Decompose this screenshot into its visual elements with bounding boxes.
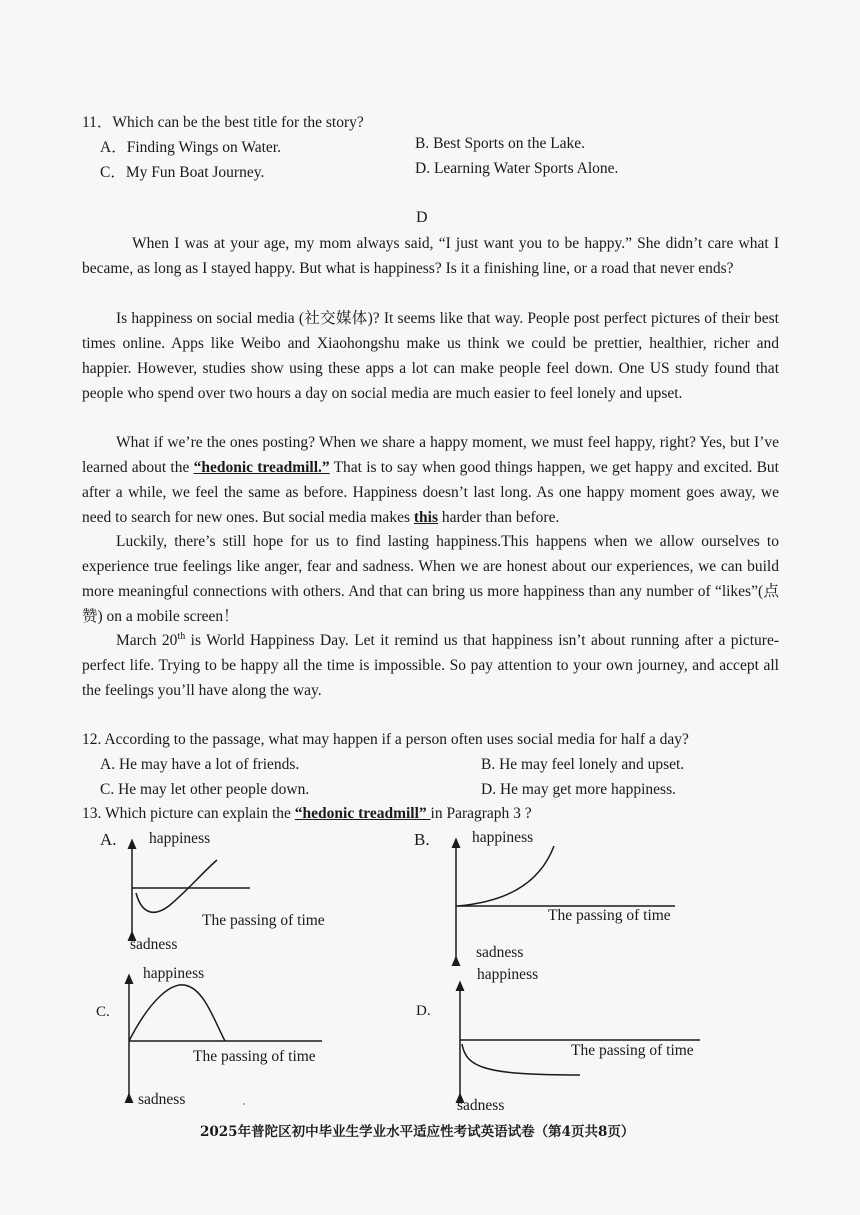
graph-c-letter: C. (96, 1004, 110, 1020)
graph-a-sadness-label: sadness (130, 936, 178, 953)
this-word: this (413, 509, 438, 526)
q11-option-a: A．Finding Wings on Water. (100, 139, 281, 156)
paragraph-1: When I was at your age, my mom always said, “I just want you to be happy.” She didn’t care what I became, as long as I stayed happy. But what is happiness? Is it a finishing line, or a road that never ends? (82, 235, 779, 277)
q11-question: 11．Which can be the best title for the story? (82, 114, 364, 131)
q13-question: 13. Which picture can explain the “hedonic treadmill” in Paragraph 3 ? (82, 805, 532, 822)
q12-option-a: A. He may have a lot of friends. (100, 756, 300, 773)
graph-b-happiness-label: happiness (472, 829, 534, 846)
q11-option-d: D. Learning Water Sports Alone. (415, 160, 619, 177)
graph-a-curve (136, 860, 217, 912)
graph-c-sadness-label: sadness (138, 1091, 186, 1108)
graph-b-time-label: The passing of time (548, 907, 671, 924)
graph-c-time-label: The passing of time (193, 1048, 316, 1065)
graph-d-time-label: The passing of time (571, 1042, 694, 1059)
graph-b-sadness-label: sadness (476, 944, 524, 961)
graph-c-curve (129, 985, 225, 1041)
graph-d-letter: D. (416, 1003, 431, 1019)
graph-a-happiness-label: happiness (149, 830, 211, 847)
paragraph-3: What if we’re the ones posting? When we share a happy moment, we must feel happy, right? Yes, but I’ve learned about the “hedonic treadmill.” That is to say when good things happen, we get happy and excited. But after a while, we feel the same as before. Happiness doesn’t last long. As one happy moment goes away, we need to search for new ones. But social media makes this harder than before. (82, 434, 779, 526)
paragraph-4: Luckily, there’s still hope for us to find lasting happiness.This happens when we allow ourselves to experience true feelings like anger, fear and sadness. When we are honest about our experiences, we can build more meaningful connections with others. And that can bring us more happiness than any number of “likes”(点赞) on a mobile screen！ (82, 533, 779, 625)
q11-option-b: B. Best Sports on the Lake. (415, 135, 586, 152)
hedonic-treadmill-term: “hedonic treadmill.” (193, 459, 330, 476)
q12-option-c: C. He may let other people down. (100, 781, 310, 798)
section-letter: D (416, 209, 428, 226)
q11-option-c: C．My Fun Boat Journey. (100, 164, 265, 181)
graph-d-curve (462, 1044, 580, 1075)
graph-b-letter: B. (414, 830, 430, 849)
paragraph-5: March 20th is World Happiness Day. Let it remind us that happiness isn’t about running after a picture-perfect life. Trying to be happy all the time is impossible. So pay attention to your own journey, and accept all the feelings you’ll have along the way. (82, 630, 779, 699)
graph-d-sadness-label: sadness (457, 1097, 505, 1114)
q12-option-b: B. He may feel lonely and upset. (481, 756, 685, 773)
paragraph-2: Is happiness on social media (社交媒体)? It seems like that way. People post perfect pictures of their best times online. Apps like Weibo and Xiaohongshu make us think we could be prettier, healthier, richer and happier. However, studies show using these apps a lot can make people feel down. One US study found that people who spend over two hours a day on social media are much easier to feel lonely and upset. (82, 310, 779, 402)
q12-question: 12. According to the passage, what may happen if a person often uses social media for half a day? (82, 731, 689, 748)
q12-option-d: D. He may get more happiness. (481, 781, 677, 798)
graph-a-letter: A. (100, 830, 117, 849)
graph-a-time-label: The passing of time (202, 912, 325, 929)
page-footer: 2025年普陀区初中毕业生学业水平适应性考试英语试卷（第4页共8页） (200, 1124, 635, 1140)
q13-term: “hedonic treadmill” (294, 805, 431, 822)
graph-d-happiness-label: happiness (477, 966, 539, 983)
graph-b-curve (458, 846, 554, 906)
graph-c-happiness-label: happiness (143, 965, 205, 982)
stray-mark: ˌ (242, 1090, 247, 1105)
